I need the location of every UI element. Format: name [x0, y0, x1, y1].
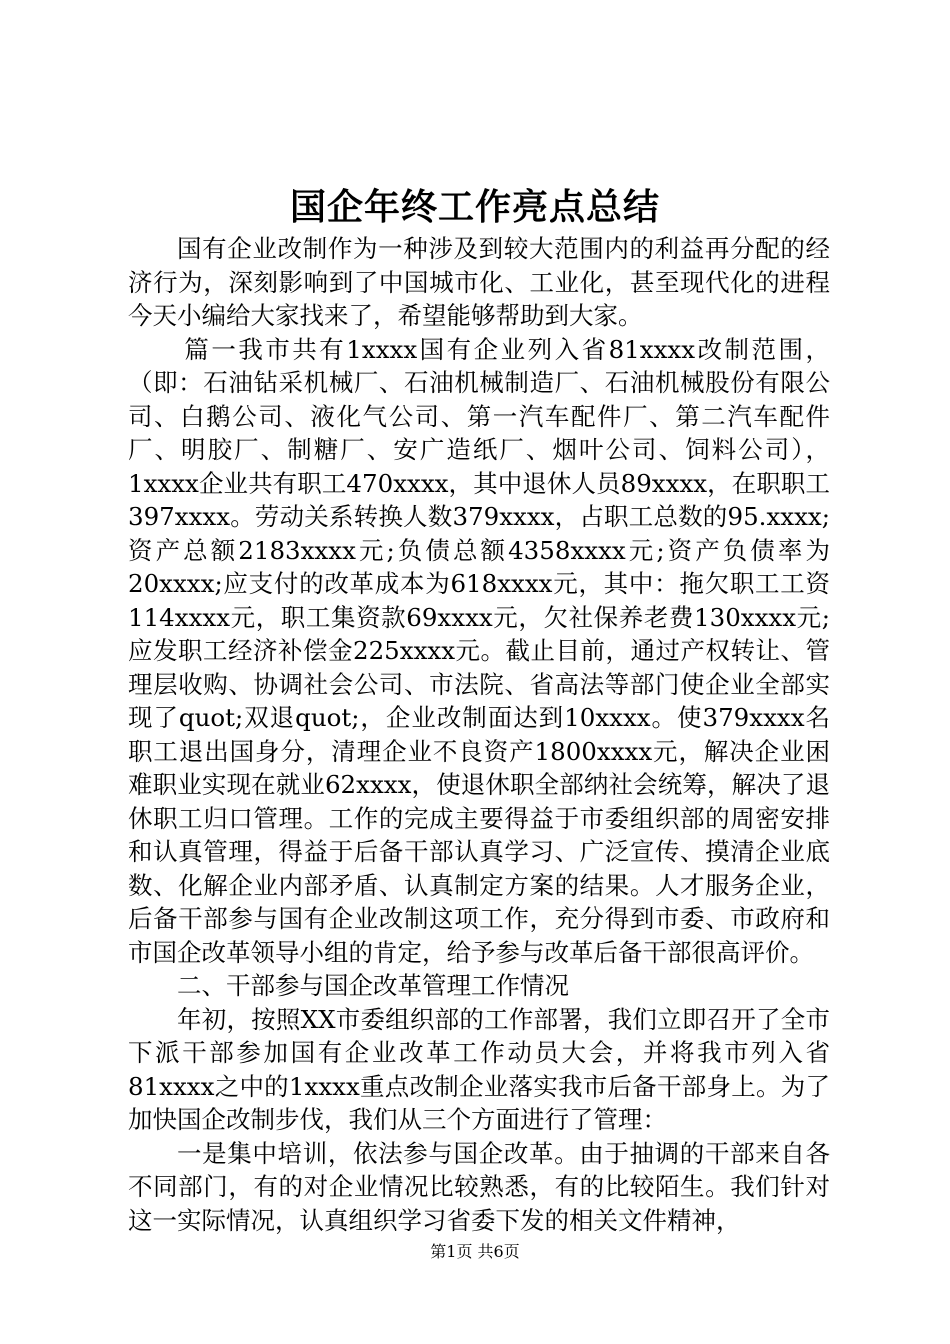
page-number-footer: 第1页 共6页: [430, 1242, 520, 1261]
document-title: 国企年终工作亮点总结: [289, 187, 660, 228]
paragraph-work-plan: 年初，按照XX市委组织部的工作部署，我们立即召开了全市下派干部参加国有企业改革工作动员大会，并将我市列入省81xxxx之中的1xxxx重点改制企业落实我市后备干部身上。为了加快国企改制步伐，我们从三个方面进行了管理：: [128, 1004, 830, 1134]
paragraph-part-one: 篇一我市共有1xxxx国有企业列入省81xxxx改制范围，（即：石油钻采机械厂、石油机械制造厂、石油机械股份有限公司、白鹅公司、液化气公司、第一汽车配件厂、第二汽车配件厂、明胶厂、制糖厂、安广造纸厂、烟叶公司、饲料公司），1xxxx企业共有职工470xxxx，其中退休人员89xxxx，在职职工397xxxx。劳动关系转换人数379xxxx，占职工总数的95.xxxx;资产总额2183xxxx元;负债总额4358xxxx元;资产负债率为20xxxx;应支付的改革成本为618xxxx元，其中：拖欠职工工资114xxxx元，职工集资款69xxxx元，欠社保养老费130xxxx元;应发职工经济补偿金225xxxx元。截止目前，通过产权转让、管理层收购、协调社会公司、市法院、省高法等部门使企业全部实现了quot;双退quot;，企业改制面达到10xxxx。使379xxxx名职工退出国身分，清理企业不良资产1800xxxx元，解决企业困难职业实现在就业62xxxx，使退休职全部纳社会统筹，解决了退休职工归口管理。工作的完成主要得益于市委组织部的周密安排和认真管理，得益于后备干部认真学习、广泛宣传、摸清企业底数、化解企业内部矛盾、认真制定方案的结果。人才服务企业，后备干部参与国有企业改制这项工作，充分得到市委、市政府和市国企改革领导小组的肯定，给予参与改革后备干部很高评价。: [128, 334, 830, 967]
document-body: [128, 232, 830, 1237]
paragraph-intro: 国有企业改制作为一种涉及到较大范围内的利益再分配的经济行为，深刻影响到了中国城市化、工业化，甚至现代化的进程今天小编给大家找来了，希望能够帮助到大家。: [128, 234, 830, 330]
section-heading: 二、干部参与国企改革管理工作情况: [177, 971, 569, 1000]
paragraph-training: 一是集中培训，依法参与国企改革。由于抽调的干部来自各不同部门，有的对企业情况比较熟悉，有的比较陌生。我们针对这一实际情况，认真组织学习省委下发的相关文件精神，: [128, 1138, 830, 1235]
